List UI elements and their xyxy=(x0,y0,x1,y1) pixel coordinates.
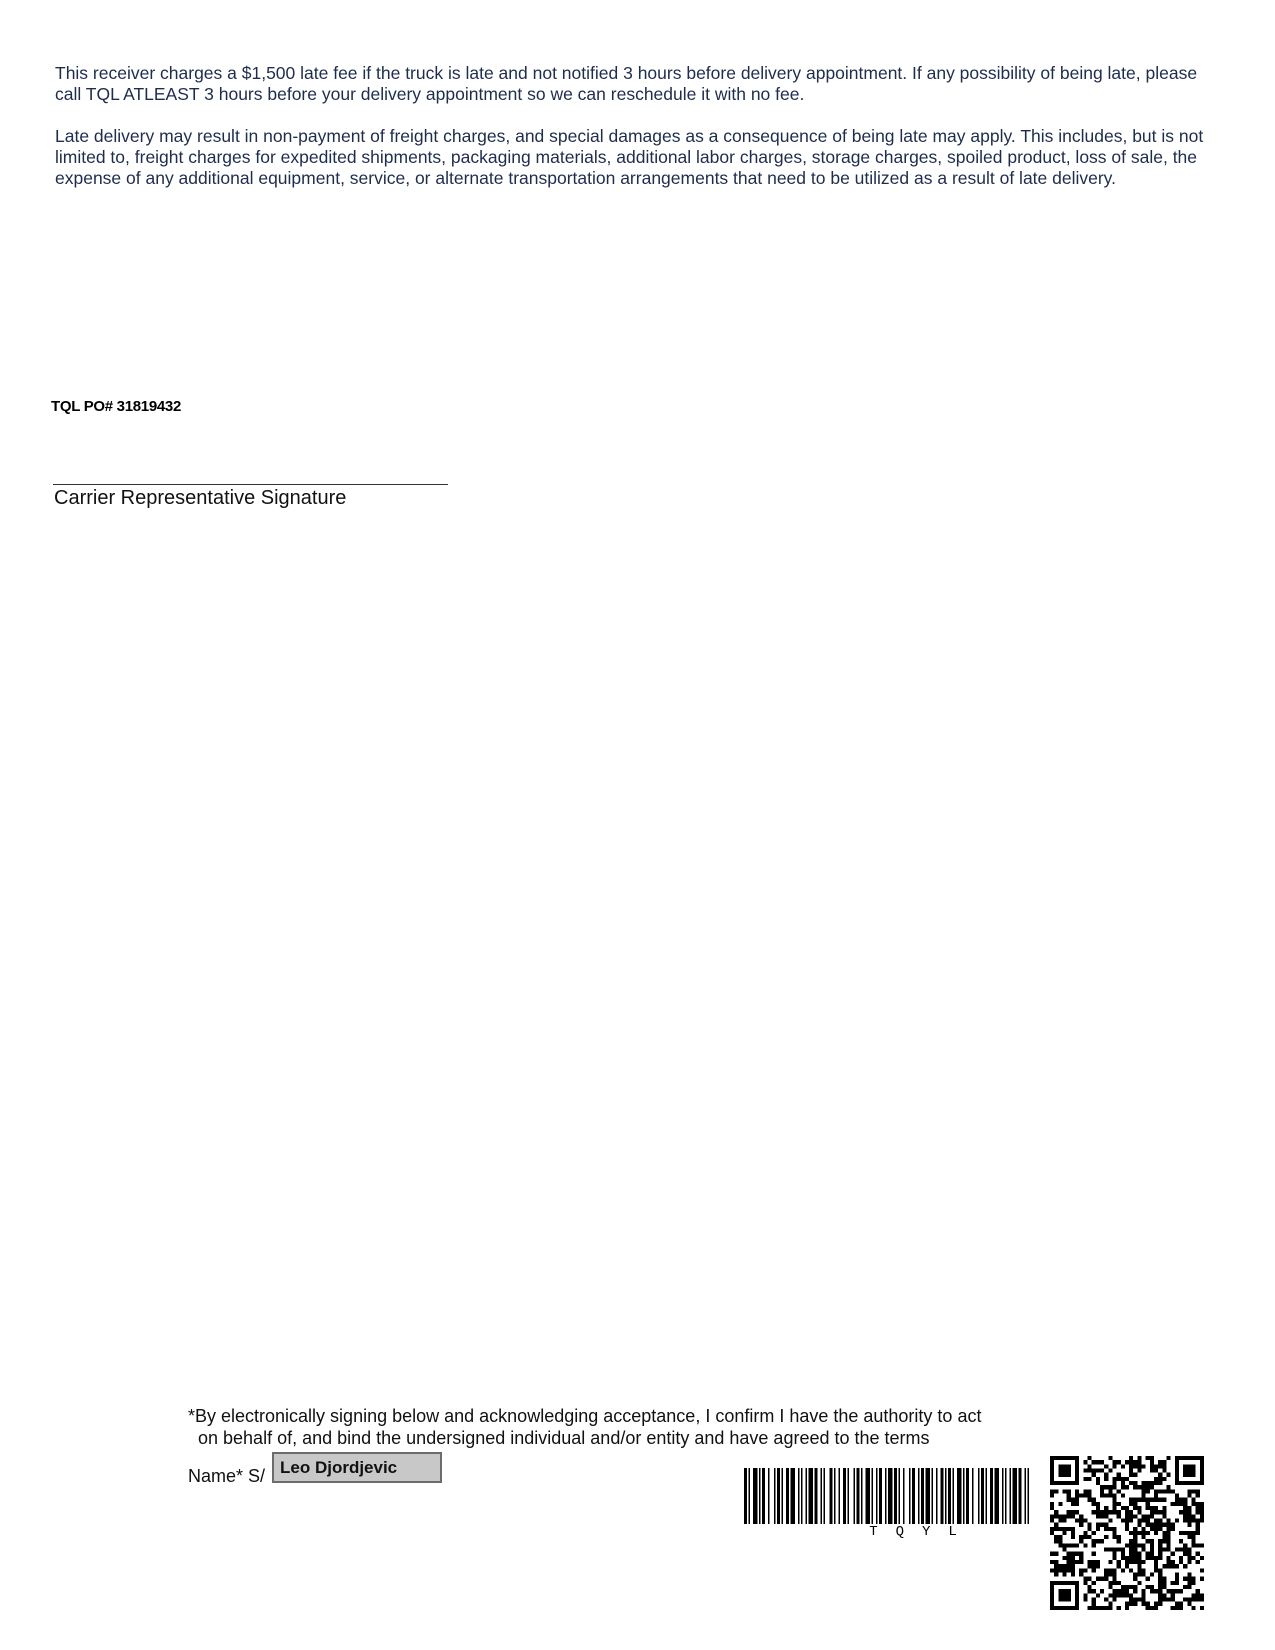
name-label: Name* S/ xyxy=(188,1466,266,1486)
barcode-icon xyxy=(744,1468,1030,1524)
name-field[interactable]: Leo Djordjevic xyxy=(272,1452,442,1483)
disclaimer-line-2: on behalf of, and bind the undersigned individual and/or entity and have agreed to the terms xyxy=(198,1428,930,1448)
po-number: TQL PO# 31819432 xyxy=(51,398,182,415)
late-fee-notice: This receiver charges a $1,500 late fee if the truck is late and not notified 3 hours before delivery appointment. If any possibility of being late, please call TQL ATLEAST 3 hours before your delivery appointment so we can reschedule it with no fee. xyxy=(55,63,1198,104)
late-delivery-notice: Late delivery may result in non-payment of freight charges, and special damages as a consequence of being late may apply. This includes, but is not limited to, freight charges for expedited shipments, packaging materials, additional labor charges, storage charges, spoiled product, loss of sale, the expense of any additional equipment, service, or alternate transportation arrangements that need to be utilized as a result of late delivery. xyxy=(55,126,1204,188)
disclaimer-line-1: *By electronically signing below and acknowledging acceptance, I confirm I have the authority to act xyxy=(188,1406,982,1426)
qr-code-icon xyxy=(1050,1456,1204,1610)
signature-label: Carrier Representative Signature xyxy=(54,487,347,509)
barcode-text: TQYL xyxy=(869,1524,975,1540)
signature-line[interactable] xyxy=(53,484,448,485)
acceptance-disclaimer xyxy=(188,1405,981,1449)
